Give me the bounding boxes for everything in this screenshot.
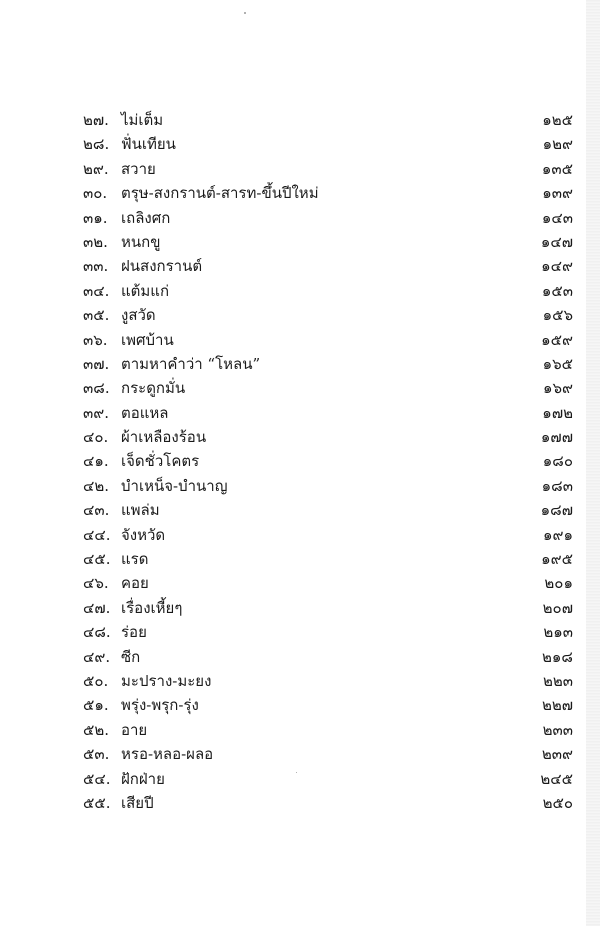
toc-entry-title: ผ้าเหลืองร้อน bbox=[121, 428, 207, 447]
toc-entry bbox=[83, 474, 573, 498]
toc-entry bbox=[83, 376, 573, 400]
toc-entry-page: ๒๐๗ bbox=[542, 598, 573, 617]
toc-entry-title: จังหวัด bbox=[121, 525, 166, 544]
toc-entry-left bbox=[83, 791, 154, 815]
toc-entry-left bbox=[83, 206, 170, 230]
toc-entry-title: เจ็ดชั่วโคตร bbox=[121, 452, 200, 471]
toc-entry-left bbox=[83, 742, 213, 766]
toc-entry-number: ๕๐. bbox=[83, 671, 109, 690]
toc-entry-left bbox=[83, 425, 206, 449]
toc-entry-left bbox=[83, 401, 169, 425]
toc-entry-title: ไม่เต็ม bbox=[121, 111, 164, 129]
toc-entry-left bbox=[83, 645, 140, 669]
toc-entry-number: ๓๓. bbox=[83, 257, 109, 276]
toc-entry-page: ๑๘๗ bbox=[540, 501, 573, 520]
toc-entry-title: สวาย bbox=[121, 159, 156, 178]
toc-entry-title: งูสวัด bbox=[121, 306, 156, 325]
toc-entry-title: เรื่องเหี้ยๆ bbox=[121, 598, 183, 617]
toc-entry-left bbox=[83, 620, 147, 644]
toc-entry-number: ๕๒. bbox=[83, 720, 110, 739]
toc-entry-number: ๒๗. bbox=[83, 111, 109, 129]
toc-entry bbox=[83, 279, 573, 303]
toc-entry-title: ฝนสงกรานต์ bbox=[121, 257, 203, 276]
toc-entry-number: ๓๙. bbox=[83, 403, 110, 422]
toc-entry bbox=[83, 645, 573, 669]
toc-entry-page: ๒๕๐ bbox=[542, 793, 573, 812]
toc-entry-left bbox=[83, 181, 319, 205]
toc-entry-page: ๑๘๓ bbox=[541, 476, 573, 495]
toc-entry-title: เถลิงศก bbox=[121, 208, 171, 227]
toc-entry-number: ๔๘. bbox=[83, 623, 111, 642]
toc-entry-page: ๑๗๗ bbox=[540, 428, 573, 447]
toc-entry bbox=[83, 254, 573, 278]
toc-entry-number: ๔๗. bbox=[83, 598, 111, 617]
toc-entry-title: ฟั่นเทียน bbox=[121, 135, 176, 154]
toc-entry-page: ๒๔๕ bbox=[540, 769, 573, 788]
table-of-contents bbox=[83, 108, 573, 815]
toc-entry bbox=[83, 767, 573, 791]
toc-entry-number: ๓๖. bbox=[83, 330, 108, 349]
toc-entry-left bbox=[83, 571, 149, 595]
toc-entry bbox=[83, 718, 573, 742]
toc-entry bbox=[83, 547, 573, 571]
toc-entry-page: ๑๓๙ bbox=[542, 184, 573, 203]
toc-entry-number: ๔๐. bbox=[83, 428, 109, 447]
toc-entry-number: ๔๕. bbox=[83, 550, 111, 569]
toc-entry-page: ๒๓๓ bbox=[542, 720, 573, 739]
toc-entry bbox=[83, 596, 573, 620]
toc-entry-page: ๑๕๓ bbox=[541, 281, 573, 300]
page-edge-shadow bbox=[586, 0, 600, 926]
toc-entry-page: ๑๒๕ bbox=[542, 111, 573, 129]
toc-entry bbox=[83, 206, 573, 230]
toc-entry-title: อาย bbox=[121, 720, 148, 739]
toc-entry bbox=[83, 181, 573, 205]
toc-entry-number: ๒๙. bbox=[83, 159, 109, 178]
toc-entry-left bbox=[83, 157, 156, 181]
toc-entry-page: ๑๙๕ bbox=[541, 550, 573, 569]
toc-entry-title: มะปราง-มะยง bbox=[121, 671, 212, 690]
toc-entry-left bbox=[83, 523, 165, 547]
toc-entry-page: ๒๒๓ bbox=[542, 671, 573, 690]
toc-entry-number: ๕๓. bbox=[83, 745, 110, 764]
toc-entry-number: ๔๙. bbox=[83, 647, 111, 666]
toc-entry-page: ๑๒๙ bbox=[542, 135, 573, 154]
toc-entry-title: กระดูกมั่น bbox=[121, 379, 186, 398]
toc-entry-number: ๔๒. bbox=[83, 476, 110, 495]
toc-entry-page: ๑๙๑ bbox=[542, 525, 573, 544]
toc-entry bbox=[83, 498, 573, 522]
toc-entry-number: ๒๘. bbox=[83, 135, 110, 154]
toc-entry-left bbox=[83, 376, 185, 400]
toc-entry-title: ตอแหล bbox=[121, 403, 169, 422]
toc-entry-number: ๕๕. bbox=[83, 793, 111, 812]
toc-entry-left bbox=[83, 230, 160, 254]
toc-entry-left bbox=[83, 547, 148, 571]
toc-entry-page: ๑๕๖ bbox=[542, 306, 573, 325]
toc-entry-number: ๓๔. bbox=[83, 281, 110, 300]
toc-entry-page: ๑๗๒ bbox=[542, 403, 573, 422]
toc-entry-number: ๕๑. bbox=[83, 696, 109, 715]
toc-entry-left bbox=[83, 718, 147, 742]
toc-entry-page: ๒๑๘ bbox=[542, 647, 573, 666]
toc-entry-title: ซีก bbox=[121, 647, 141, 666]
toc-entry-number: ๔๓. bbox=[83, 501, 110, 520]
toc-entry-number: ๔๖. bbox=[83, 574, 109, 593]
toc-entry-left bbox=[83, 767, 165, 791]
toc-entry bbox=[83, 328, 573, 352]
toc-entry-title: แพล่ม bbox=[121, 501, 160, 520]
toc-entry-title: คอย bbox=[121, 574, 149, 593]
toc-entry-title: ตามหาคำว่า “โหลน” bbox=[121, 354, 261, 373]
toc-entry-number: ๓๘. bbox=[83, 379, 110, 398]
toc-entry-left bbox=[83, 669, 211, 693]
toc-entry bbox=[83, 571, 573, 595]
toc-entry-number: ๓๗. bbox=[83, 354, 110, 373]
toc-entry-number: ๔๔. bbox=[83, 525, 111, 544]
toc-entry-title: บำเหน็จ-บำนาญ bbox=[121, 476, 228, 495]
toc-entry-number: ๓๑. bbox=[83, 208, 108, 227]
toc-entry-number: ๓๒. bbox=[83, 232, 108, 251]
toc-entry-page: ๒๑๓ bbox=[543, 623, 573, 642]
toc-entry-title: หนกขู bbox=[121, 232, 161, 251]
toc-entry-page: ๑๖๕ bbox=[542, 354, 573, 373]
toc-entry-left bbox=[83, 596, 182, 620]
toc-entry-left bbox=[83, 328, 174, 352]
toc-entry bbox=[83, 693, 573, 717]
toc-entry-page: ๑๔๙ bbox=[541, 257, 573, 276]
toc-entry bbox=[83, 352, 573, 376]
toc-entry-page: ๑๕๙ bbox=[541, 330, 573, 349]
toc-entry bbox=[83, 791, 573, 815]
scan-speck bbox=[244, 12, 246, 14]
toc-entry-title: ร่อย bbox=[121, 623, 147, 642]
toc-entry-title: ตรุษ-สงกรานต์-สารท-ขึ้นปีใหม่ bbox=[121, 184, 319, 203]
toc-entry-page: ๑๓๕ bbox=[541, 159, 573, 178]
toc-entry bbox=[83, 132, 573, 156]
toc-entry-number: ๔๑. bbox=[83, 452, 109, 471]
toc-entry bbox=[83, 157, 573, 181]
toc-entry bbox=[83, 303, 573, 327]
toc-entry bbox=[83, 401, 573, 425]
toc-entry-page: ๒๓๙ bbox=[541, 745, 573, 764]
toc-entry bbox=[83, 742, 573, 766]
toc-entry-title: หรอ-หลอ-ผลอ bbox=[121, 745, 214, 764]
toc-entry bbox=[83, 230, 573, 254]
toc-entry-left bbox=[83, 279, 169, 303]
toc-entry-title: พรุ่ง-พรุก-รุ่ง bbox=[121, 696, 199, 715]
toc-entry-left bbox=[83, 693, 199, 717]
toc-entry-page: ๑๔๗ bbox=[540, 232, 573, 251]
toc-entry-left bbox=[83, 132, 176, 156]
toc-entry-left bbox=[83, 352, 260, 376]
toc-entry-title: เสียปี bbox=[121, 793, 154, 812]
toc-entry-title: เพศบ้าน bbox=[121, 330, 174, 349]
toc-entry-number: ๓๕. bbox=[83, 306, 110, 325]
toc-entry-title: แต้มแก่ bbox=[121, 281, 170, 300]
toc-entry-left bbox=[83, 498, 160, 522]
toc-entry-left bbox=[83, 254, 202, 278]
toc-entry-number: ๓๐. bbox=[83, 184, 108, 203]
toc-entry bbox=[83, 449, 573, 473]
toc-entry-left bbox=[83, 303, 156, 327]
toc-entry-left bbox=[83, 108, 163, 132]
toc-entry-number: ๕๔. bbox=[83, 769, 111, 788]
toc-entry bbox=[83, 425, 573, 449]
toc-entry-left bbox=[83, 449, 199, 473]
toc-entry bbox=[83, 108, 573, 132]
toc-entry-title: ฝักฝ่าย bbox=[121, 769, 165, 788]
toc-entry-page: ๒๐๑ bbox=[544, 574, 573, 593]
toc-entry bbox=[83, 669, 573, 693]
toc-entry bbox=[83, 620, 573, 644]
toc-entry-left bbox=[83, 474, 227, 498]
toc-entry-title: แรด bbox=[121, 550, 149, 569]
toc-entry-page: ๒๒๗ bbox=[541, 696, 573, 715]
toc-entry-page: ๑๘๐ bbox=[542, 452, 573, 471]
toc-entry-page: ๑๔๓ bbox=[541, 208, 573, 227]
toc-entry bbox=[83, 523, 573, 547]
toc-entry-page: ๑๖๙ bbox=[542, 379, 573, 398]
